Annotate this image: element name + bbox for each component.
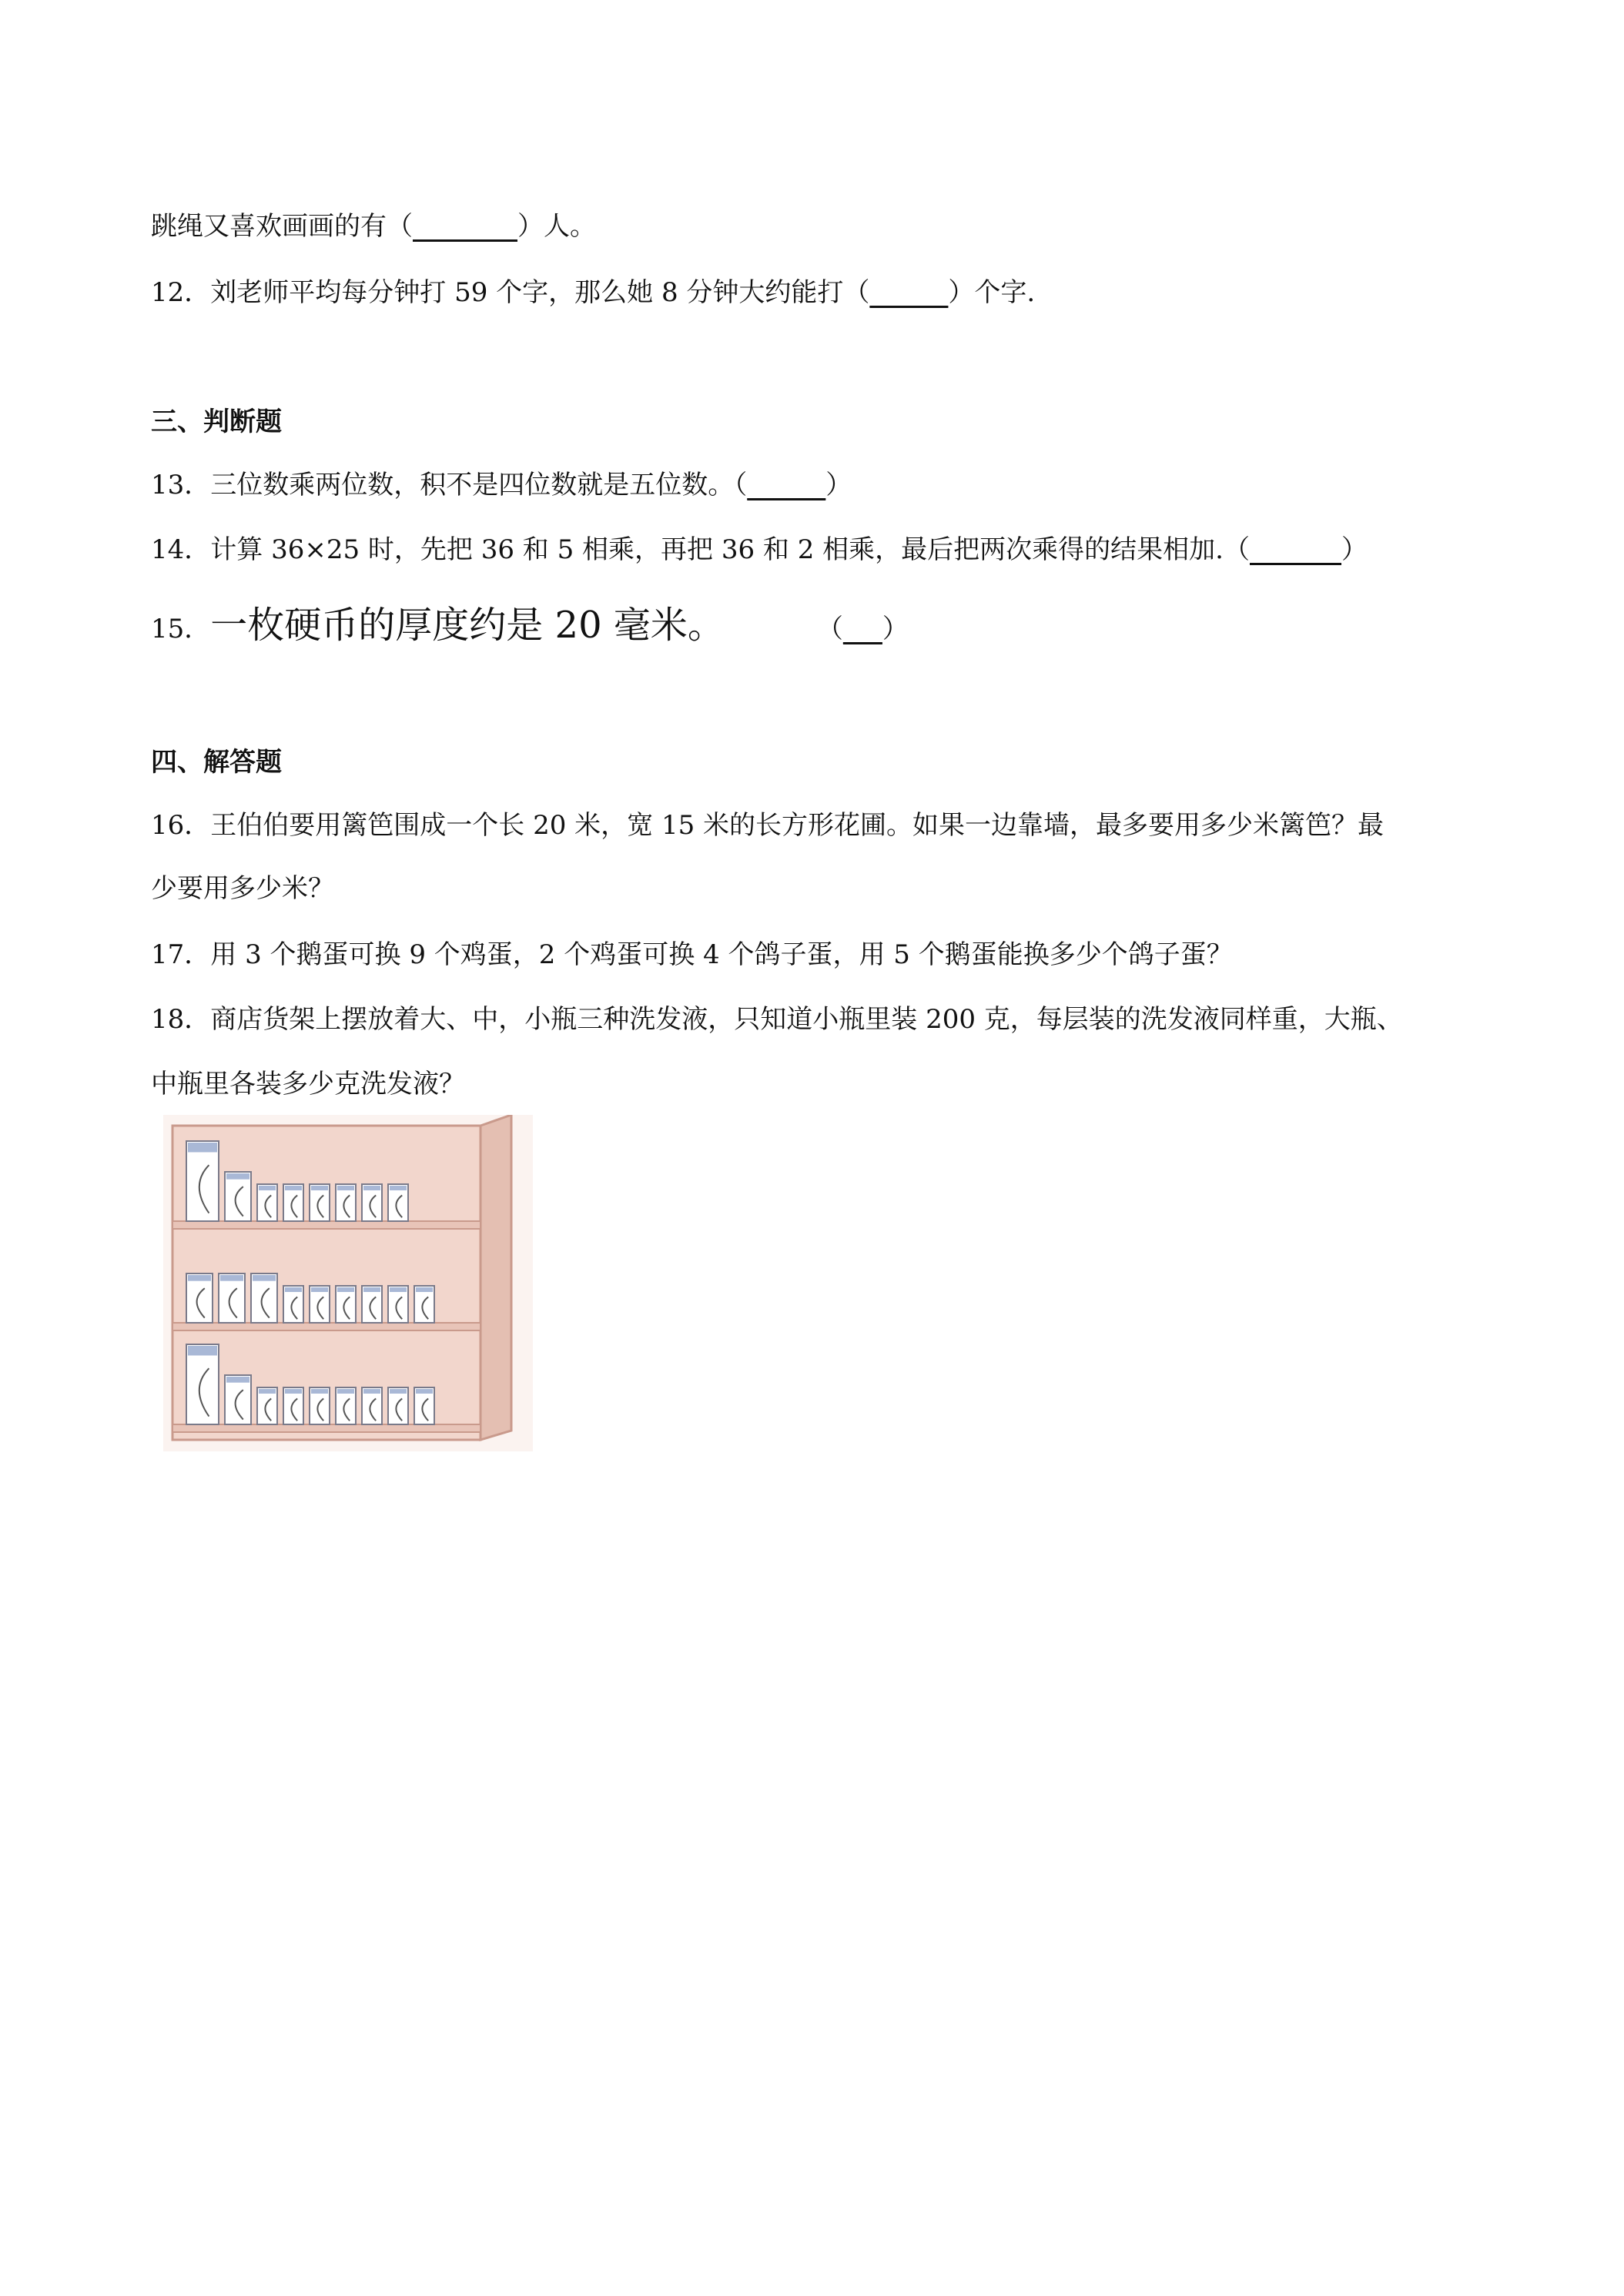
medium-bottle-cap [220,1275,243,1281]
small-bottle-cap [416,1389,433,1394]
shelf-board [172,1424,481,1432]
question-16-line-1: 16．王伯伯要用篱笆围成一个长 20 米，宽 15 米的长方形花圃。如果一边靠墙，最多要用多少米篱笆？最 [151,810,1385,841]
small-bottle-cap [285,1287,302,1292]
small-bottle-cap [311,1389,328,1394]
small-bottle-cap [363,1389,380,1394]
large-bottle [186,1344,219,1424]
small-bottle-cap [363,1287,380,1292]
small-bottle-cap [337,1287,354,1292]
small-bottle-cap [416,1287,433,1292]
question-17: 17．用 3 个鹅蛋可换 9 个鸡蛋，2 个鸡蛋可换 4 个鸽子蛋，用 5 个鹅蛋能换多少个鸽子蛋？ [151,939,1233,970]
small-bottle-cap [337,1186,354,1190]
answer-blank[interactable]: ______ [747,470,826,500]
shelf-side-panel [481,1115,511,1440]
medium-bottle-cap [188,1275,211,1281]
shelf-board [172,1221,481,1229]
question-18-line-2: 中瓶里各装多少克洗发液？ [151,1069,465,1099]
section-heading-judgement: 三、判断题 [151,407,282,437]
question-18-line-1: 18．商店货架上摆放着大、中，小瓶三种洗发液，只知道小瓶里装 200 克，每层装的洗发液同样重，大瓶、 [151,1004,1403,1035]
question-13: 13．三位数乘两位数，积不是四位数就是五位数。（______） [151,470,852,500]
question-number: 16． [151,810,211,841]
question-number: 17． [151,939,211,970]
medium-bottle-cap [226,1173,249,1180]
large-bottle [186,1141,219,1221]
answer-blank[interactable]: _______ [1249,534,1341,565]
question-number: 15． [151,614,211,644]
question-number: 18． [151,1004,211,1035]
small-bottle-cap [390,1287,407,1292]
question-number: 14． [151,534,211,565]
small-bottle-cap [259,1389,276,1394]
medium-bottle-cap [226,1377,249,1383]
small-bottle-cap [259,1186,276,1190]
question-14: 14．计算 36×25 时，先把 36 和 5 相乘，再把 36 和 2 相乘，最后把两次乘得的结果相加.（_______） [151,534,1368,565]
shelf-board [172,1323,481,1330]
small-bottle-cap [363,1186,380,1190]
medium-bottle-cap [253,1275,276,1281]
question-16-line-2: 少要用多少米？ [151,873,334,904]
answer-blank[interactable]: ___ [842,614,882,644]
question-number: 13． [151,470,211,500]
answer-blank[interactable]: ________ [413,211,517,242]
large-bottle-cap [188,1143,217,1152]
question-12: 12．刘老师平均每分钟打 59 个字，那么她 8 分钟大约能打（______）个字. [151,277,1036,308]
small-bottle-cap [311,1186,328,1190]
section-heading-solution: 四、解答题 [151,747,282,778]
small-bottle-cap [285,1186,302,1190]
small-bottle-cap [285,1389,302,1394]
question-number: 12． [151,277,211,308]
small-bottle-cap [390,1186,407,1190]
answer-blank[interactable]: ______ [869,277,949,308]
question-11-continuation: 跳绳又喜欢画画的有（________）人。 [151,211,596,242]
small-bottle-cap [337,1389,354,1394]
large-bottle-cap [188,1346,217,1355]
shampoo-shelf-image [163,1115,533,1451]
small-bottle-cap [311,1287,328,1292]
small-bottle-cap [390,1389,407,1394]
question-15: 15．一枚硬币的厚度约是 20 毫米。 （___） [151,604,909,647]
